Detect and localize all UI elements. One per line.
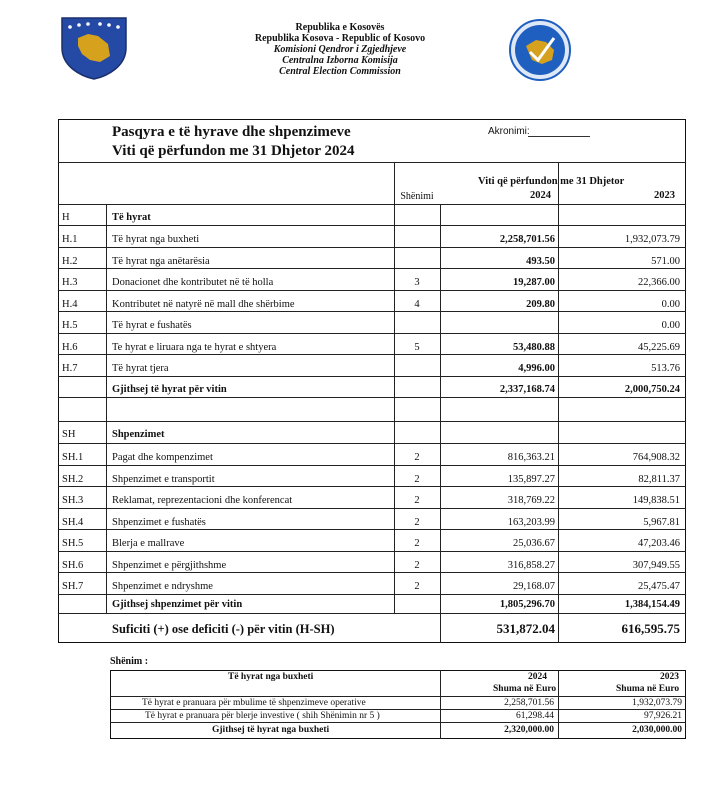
revenue-row-code: H.7 bbox=[62, 363, 78, 374]
expense-row-2023: 307,949.55 bbox=[632, 559, 680, 571]
expense-row-2024: 163,203.99 bbox=[507, 516, 555, 528]
expense-section-title: Shpenzimet bbox=[112, 429, 165, 440]
row-rule bbox=[58, 354, 686, 355]
year-2023-header: 2023 bbox=[654, 190, 675, 201]
expense-row-label: Blerja e mallrave bbox=[112, 538, 185, 549]
notes-row-1-2024: 2,258,701.56 bbox=[504, 698, 554, 708]
row-rule bbox=[58, 613, 686, 614]
notes-heading: Shënim : bbox=[110, 656, 149, 667]
notes-year-2024: 2024 bbox=[528, 672, 547, 682]
expense-row-note: 2 bbox=[414, 581, 420, 592]
row-rule bbox=[58, 551, 686, 552]
notes-row-2-2023: 97,926.21 bbox=[644, 711, 682, 721]
notes-row-1-2023: 1,932,073.79 bbox=[632, 698, 682, 708]
notes-unit-2023: Shuma në Euro bbox=[616, 684, 680, 694]
notes-rule-header bbox=[110, 696, 686, 697]
surplus-2023: 616,595.75 bbox=[621, 621, 680, 636]
row-rule bbox=[58, 529, 686, 530]
row-rule bbox=[58, 247, 686, 248]
row-rule bbox=[58, 397, 686, 398]
header-line-1: Republika e Kosovës bbox=[295, 22, 385, 33]
expense-row-2023: 25,475.47 bbox=[638, 581, 680, 592]
expense-row-2024: 135,897.27 bbox=[507, 473, 555, 485]
notes-total-label: Gjithsej të hyrat nga buxheti bbox=[212, 725, 330, 735]
expense-row-code: SH.1 bbox=[62, 452, 84, 463]
expense-row-note: 2 bbox=[414, 452, 420, 463]
expense-row-code: SH.4 bbox=[62, 516, 84, 528]
notes-total-2023: 2,030,000.00 bbox=[632, 725, 682, 735]
revenue-row-code: H.4 bbox=[62, 298, 78, 310]
revenue-row-2023: 0.00 bbox=[661, 320, 680, 331]
revenue-row-2023: 571.00 bbox=[651, 255, 680, 267]
revenue-row-2023: 22,366.00 bbox=[638, 277, 680, 288]
expense-row-2023: 47,203.46 bbox=[638, 538, 680, 549]
revenue-row-2023: 0.00 bbox=[661, 298, 680, 310]
expense-row-label: Shpenzimet e fushatës bbox=[112, 516, 206, 528]
expense-row-2024: 816,363.21 bbox=[507, 452, 555, 463]
header-line-4: Centralna Izborna Komisija bbox=[282, 55, 398, 66]
revenue-row-2024: 2,258,701.56 bbox=[499, 234, 555, 245]
notes-rule-1 bbox=[110, 709, 686, 710]
col-rule-note-right bbox=[440, 204, 441, 643]
revenue-total-2023: 2,000,750.24 bbox=[624, 384, 680, 395]
revenue-row-label: Te hyrat e liruara nga te hyrat e shtyera bbox=[112, 341, 277, 353]
notes-table-title: Të hyrat nga buxheti bbox=[228, 672, 314, 682]
revenue-row-code: H.6 bbox=[62, 341, 78, 353]
kosovo-coat-of-arms bbox=[58, 14, 130, 80]
row-rule bbox=[58, 443, 686, 444]
expense-row-2024: 25,036.67 bbox=[513, 538, 555, 549]
revenue-row-2024: 209.80 bbox=[526, 298, 555, 310]
row-rule bbox=[58, 290, 686, 291]
akronimi-blank bbox=[528, 136, 590, 137]
revenue-row-2024: 4,996.00 bbox=[518, 363, 555, 374]
revenue-row-label: Kontributet në natyrë në mall dhe shërbime bbox=[112, 298, 295, 310]
expense-row-note: 2 bbox=[414, 495, 420, 506]
notes-row-2-2024: 61,298.44 bbox=[516, 711, 554, 721]
revenue-section-code: H bbox=[62, 212, 70, 223]
row-rule bbox=[58, 225, 686, 226]
revenue-total-2024: 2,337,168.74 bbox=[499, 384, 555, 395]
notes-row-1-label: Të hyrat e pranuara për mbulime të shpenzimeve operative bbox=[142, 698, 366, 708]
revenue-total-label: Gjithsej të hyrat për vitin bbox=[112, 384, 227, 395]
notes-total-2024: 2,320,000.00 bbox=[504, 725, 554, 735]
expense-row-label: Shpenzimet e përgjithshme bbox=[112, 559, 227, 571]
period-header: Viti që përfundon me 31 Dhjetor bbox=[478, 176, 625, 187]
revenue-row-note: 3 bbox=[414, 277, 420, 288]
akronimi-label: Akronimi: bbox=[488, 126, 530, 137]
expense-row-label: Reklamat, reprezentacioni dhe konferencat bbox=[112, 495, 293, 506]
revenue-row-code: H.3 bbox=[62, 277, 78, 288]
row-rule bbox=[58, 268, 686, 269]
expense-row-code: SH.7 bbox=[62, 581, 84, 592]
revenue-row-code: H.1 bbox=[62, 234, 78, 245]
notes-row-2-label: Të hyrat e pranuara për blerje investive ( shih Shënimin nr 5 ) bbox=[145, 711, 380, 721]
rule-title bbox=[58, 162, 686, 163]
expense-section-code: SH bbox=[62, 429, 76, 440]
notes-rule-2 bbox=[110, 722, 686, 723]
expense-row-label: Shpenzimet e transportit bbox=[112, 473, 215, 485]
revenue-row-2023: 1,932,073.79 bbox=[624, 234, 680, 245]
expense-row-code: SH.6 bbox=[62, 559, 84, 571]
note-column-header: Shënimi bbox=[400, 191, 434, 202]
statement-subtitle: Viti që përfundon me 31 Dhjetor 2024 bbox=[112, 143, 355, 159]
expense-total-2023: 1,384,154.49 bbox=[624, 599, 680, 610]
expense-row-2024: 316,858.27 bbox=[507, 559, 555, 571]
notes-year-2023: 2023 bbox=[660, 672, 679, 682]
header-line-3: Komisioni Qendror i Zgjedhjeve bbox=[273, 44, 407, 55]
statement-title: Pasqyra e të hyrave dhe shpenzimeve bbox=[112, 124, 351, 140]
revenue-row-note: 4 bbox=[414, 298, 420, 310]
row-rule bbox=[58, 572, 686, 573]
expense-total-label: Gjithsej shpenzimet për vitin bbox=[112, 599, 243, 610]
row-rule bbox=[58, 421, 686, 422]
revenue-section-title: Të hyrat bbox=[112, 212, 151, 223]
expense-row-note: 2 bbox=[414, 516, 420, 528]
expense-row-2023: 82,811.37 bbox=[638, 473, 680, 485]
header-line-5: Central Election Commission bbox=[279, 66, 401, 77]
row-rule bbox=[58, 311, 686, 312]
revenue-row-2024: 53,480.88 bbox=[513, 341, 555, 353]
row-rule bbox=[58, 333, 686, 334]
header-line-2: Republika Kosova - Republic of Kosovo bbox=[254, 33, 426, 44]
row-rule bbox=[58, 594, 686, 595]
expense-row-2024: 29,168.07 bbox=[513, 581, 555, 592]
expense-row-2023: 764,908.32 bbox=[632, 452, 680, 463]
row-rule bbox=[58, 465, 686, 466]
expense-total-2024: 1,805,296.70 bbox=[499, 599, 555, 610]
row-rule bbox=[58, 376, 686, 377]
row-rule bbox=[58, 486, 686, 487]
expense-row-code: SH.5 bbox=[62, 538, 84, 549]
cec-logo bbox=[508, 18, 572, 82]
surplus-2024: 531,872.04 bbox=[496, 621, 555, 636]
year-2024-header: 2024 bbox=[530, 190, 551, 201]
expense-row-note: 2 bbox=[414, 538, 420, 549]
expense-row-2023: 149,838.51 bbox=[632, 495, 680, 506]
notes-unit-2024: Shuma në Euro bbox=[493, 684, 557, 694]
col-rule-code bbox=[106, 204, 107, 613]
revenue-row-2024: 493.50 bbox=[526, 255, 555, 267]
expense-row-note: 2 bbox=[414, 559, 420, 571]
expense-row-2023: 5,967.81 bbox=[643, 516, 680, 528]
revenue-row-label: Të hyrat nga buxheti bbox=[112, 234, 200, 245]
revenue-row-2023: 513.76 bbox=[651, 363, 680, 374]
revenue-row-2024: 19,287.00 bbox=[513, 277, 555, 288]
revenue-row-label: Të hyrat e fushatës bbox=[112, 320, 192, 331]
row-rule bbox=[58, 508, 686, 509]
surplus-label: Suficiti (+) ose deficiti (-) për vitin (H-SH) bbox=[112, 622, 335, 636]
expense-row-2024: 318,769.22 bbox=[507, 495, 555, 506]
expense-row-code: SH.2 bbox=[62, 473, 84, 485]
expense-row-label: Pagat dhe kompenzimet bbox=[112, 452, 213, 463]
expense-row-label: Shpenzimet e ndryshme bbox=[112, 581, 213, 592]
revenue-row-label: Të hyrat nga anëtarësia bbox=[112, 255, 210, 267]
revenue-row-code: H.5 bbox=[62, 320, 78, 331]
expense-row-note: 2 bbox=[414, 473, 420, 485]
revenue-row-label: Donacionet dhe kontributet në të holla bbox=[112, 277, 274, 288]
revenue-row-code: H.2 bbox=[62, 255, 78, 267]
rule-header bbox=[58, 204, 686, 205]
revenue-row-label: Të hyrat tjera bbox=[112, 363, 169, 374]
expense-row-code: SH.3 bbox=[62, 495, 84, 506]
revenue-row-note: 5 bbox=[414, 341, 420, 353]
revenue-row-2023: 45,225.69 bbox=[638, 341, 680, 353]
